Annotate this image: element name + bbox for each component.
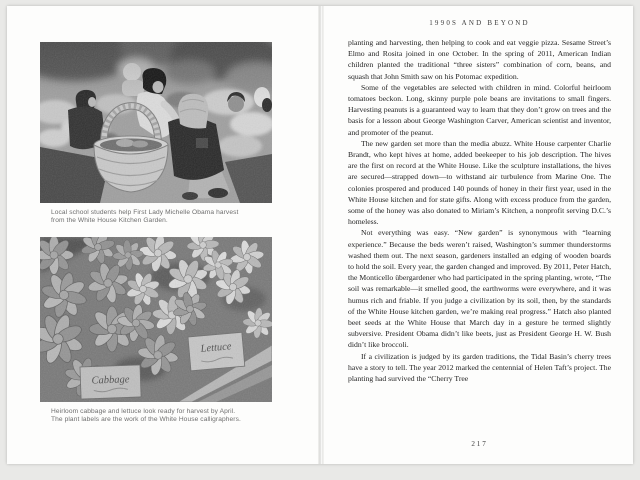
photo-cabbage-lettuce-image bbox=[40, 237, 272, 402]
caption-line: Local school students help First Lady Michelle Obama harvest bbox=[51, 209, 239, 216]
cabbage-sign-label: Cabbage bbox=[91, 374, 130, 387]
photo-caption-1 bbox=[51, 209, 271, 225]
running-head: 1990S AND BEYOND bbox=[429, 19, 530, 27]
photo-garden-harvest bbox=[40, 42, 272, 203]
page-gutter bbox=[318, 6, 324, 464]
caption-line: Heirloom cabbage and lettuce look ready for harvest by April. bbox=[51, 408, 236, 415]
page-number: 217 bbox=[471, 440, 488, 448]
paragraph: The new garden set more than the media abuzz. White House carpenter Charlie Brandt, who kept hives at home, added beekeeper to his job description. The hives are the first on record at the White House. Like the sculpture installations, the hives are secured—strapped down—to withstand air turbulence from Marine One. The colonies prospered and produced 140 pounds of honey in their first year, used in the White House kitchen and for state gifts. Along with excess produce from the garden, some of the honey was also donated to Miriam’s Kitchen, a nonprofit serving D.C.’s homeless. bbox=[348, 138, 611, 227]
caption-line: The plant labels are the work of the White House calligraphers. bbox=[51, 416, 241, 424]
paragraph: Some of the vegetables are selected with children in mind. Colorful heirloom tomatoes beckon. Long, skinny purple pole beans are invitations to small fingers. Harvesting peanuts is a guaranteed way to learn that they don’t grow on trees and the basis for a lesson about George Washington Carver, American scientist and inventor, and promoter of the peanut. bbox=[348, 82, 611, 137]
paragraph: If a civilization is judged by its garden traditions, the Tidal Basin’s cherry trees have a story to tell. The year 2012 marked the centennial of Helen Taft’s project. The planting had survived the “Cherry Tree bbox=[348, 351, 611, 384]
paragraph: Not everything was easy. “New garden” is synonymous with “learning experience.” Because the beds weren’t raised, Washington’s summer thunderstorms washed them out. The next season, gardeners installed an edging of wooden boards to hold the soil. Every year, the garden changed and improved. By 2011, Peter Hatch, the Monticello übergardener who had participated in the spring planting, wrote, “The soil was remarkable—it smelled good, the earthworms were everywhere, and it was humus rich and friable. If you judge a civilization by its soil, then, by the standards of the White House kitchen garden, we’re making real progress.” Hatch also planted beet seeds at the White House that March day in a gesture he termed slightly subversive. President Obama didn’t like beets, just as President George H. W. Bush didn’t like broccoli. bbox=[348, 228, 611, 350]
body-text bbox=[348, 37, 611, 384]
photo-cabbage-lettuce bbox=[40, 237, 272, 402]
paragraph: planting and harvesting, then helping to cook and eat veggie pizza. Sesame Street’s Elmo and Rosita joined in one October. In the spring of 2011, American Indian children planted the traditional “three sisters” combination of corn, beans, and squash that John Smith saw on his Potomac expedition. bbox=[348, 38, 611, 81]
photo-caption-2 bbox=[51, 408, 271, 424]
photo-garden-harvest-image bbox=[40, 42, 272, 203]
book-spread bbox=[7, 6, 633, 464]
lettuce-sign-label: Lettuce bbox=[200, 341, 232, 355]
caption-line: from the White House Kitchen Garden. bbox=[51, 217, 168, 225]
